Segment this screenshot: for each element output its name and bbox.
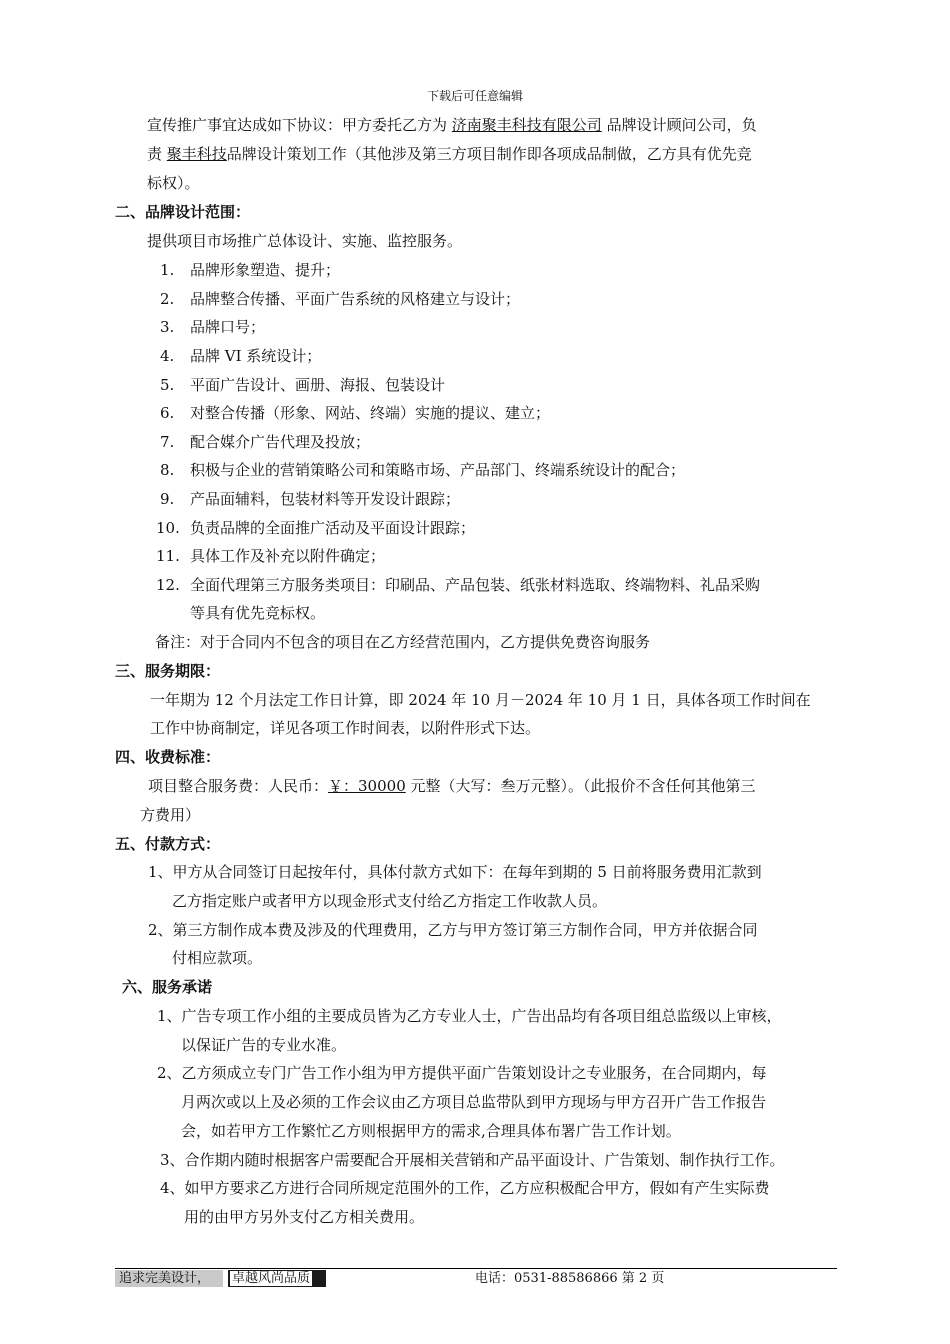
intro-line-1 <box>147 115 757 135</box>
brand-name: 聚丰科技 <box>166 145 227 163</box>
commitment-1-line-1: 1、广告专项工作小组的主要成员皆为乙方专业人士，广告出品均有各项目组总监级以上审核， <box>157 1007 782 1025</box>
scope-item <box>156 518 475 538</box>
footer-slogan-2 <box>228 1270 326 1287</box>
scope-item <box>160 403 550 423</box>
scope-item-text: 对整合传播（形象、网站、终端）实施的提议、建立； <box>190 404 551 422</box>
scope-item-number: 1. <box>160 261 175 279</box>
section-title-fee: 四、收费标准： <box>115 748 221 766</box>
scope-item-number: 2. <box>160 290 175 308</box>
scope-item-number: 3. <box>160 318 175 336</box>
scope-item-text: 品牌形象塑造、提升； <box>190 261 341 279</box>
intro-text: 责 <box>147 145 167 163</box>
scope-item-text: 积极与企业的营销策略公司和策略市场、产品部门、终端系统设计的配合； <box>190 461 686 479</box>
scope-item-text: 全面代理第三方服务类项目：印刷品、产品包装、纸张材料选取、终端物料、礼品采购 <box>190 576 761 594</box>
intro-text: 品牌设计策划工作（其他涉及第三方项目制作即各项成品制做，乙方具有优先竞 <box>226 145 752 163</box>
commitment-2-line-2: 月两次或以上及必须的工作会议由乙方项目总监带队到甲方现场与甲方召开广告工作报告 <box>181 1093 767 1111</box>
scope-item-number: 6. <box>160 404 175 422</box>
term-line-2: 工作中协商制定，详见各项工作时间表，以附件形式下达。 <box>150 719 541 737</box>
header-note: 下载后可任意编辑 <box>426 89 523 103</box>
section-title-commitment: 六、服务承诺 <box>122 978 213 996</box>
company-name: 济南聚丰科技有限公司 <box>451 116 602 134</box>
intro-text: 宣传推广事宜达成如下协议：甲方委托乙方为 <box>147 116 452 134</box>
scope-item-text: 品牌 VI 系统设计； <box>190 347 322 365</box>
fee-text: 元整（大写：叁万元整）。（此报价不含任何其他第三 <box>405 777 756 795</box>
scope-item-text: 配合媒介广告代理及投放； <box>190 433 371 451</box>
scope-item <box>160 375 445 395</box>
payment-2-line-1: 2、第三方制作成本费及涉及的代理费用，乙方与甲方签订第三方制作合同，甲方并依据合同 <box>148 921 758 939</box>
scope-lead: 提供项目市场推广总体设计、实施、监控服务。 <box>147 232 463 250</box>
scope-item <box>160 260 340 280</box>
scope-item-12-continued: 等具有优先竞标权。 <box>190 604 326 622</box>
scope-item-number: 12. <box>156 576 180 594</box>
section-title-payment: 五、付款方式： <box>115 835 221 853</box>
commitment-3-line-1: 3、合作期内随时根据客户需要配合开展相关营销和产品平面设计、广告策划、制作执行工作。 <box>160 1151 785 1169</box>
scope-item-number: 8. <box>160 461 175 479</box>
fee-text: 项目整合服务费：人民币： <box>148 777 329 795</box>
scope-item <box>160 432 370 452</box>
scope-item <box>160 346 321 366</box>
footer-rule <box>115 1268 837 1269</box>
scope-item-number: 4. <box>160 347 175 365</box>
commitment-4-line-2: 用的由甲方另外支付乙方相关费用。 <box>184 1208 425 1226</box>
commitment-2-line-3: 会，如若甲方工作繁忙乙方则根据甲方的需求,合理具体布署广告工作计划。 <box>181 1122 681 1140</box>
scope-item-text: 平面广告设计、画册、海报、包装设计 <box>190 376 446 394</box>
footer-contact: 电话：0531-88586866 第 2 页 <box>475 1271 665 1286</box>
payment-1-line-2: 乙方指定账户或者甲方以现金形式支付给乙方指定工作收款人员。 <box>172 892 608 910</box>
scope-item-text: 产品面辅料，包装材料等开发设计跟踪； <box>190 490 461 508</box>
section-title-scope: 二、品牌设计范围： <box>115 203 251 221</box>
fee-line-1 <box>148 776 756 796</box>
scope-item <box>160 317 265 337</box>
scope-item-text: 负责品牌的全面推广活动及平面设计跟踪； <box>190 519 476 537</box>
section-title-term: 三、服务期限： <box>115 662 221 680</box>
intro-line-3: 标权）。 <box>147 174 200 192</box>
commitment-4-line-1: 4、如甲方要求乙方进行合同所规定范围外的工作，乙方应积极配合甲方，假如有产生实际费 <box>160 1179 770 1197</box>
intro-text: 品牌设计顾问公司，负 <box>601 116 757 134</box>
scope-item <box>156 546 385 566</box>
scope-item-number: 11. <box>156 547 180 565</box>
scope-item <box>156 575 760 595</box>
term-line-1: 一年期为 12 个月法定工作日计算，即 2024 年 10 月－2024 年 10 月 1 日，具体各项工作时间在 <box>150 691 811 709</box>
scope-item <box>160 460 685 480</box>
fee-amount: ￥：30000 <box>328 777 406 795</box>
scope-item-number: 10. <box>156 519 180 537</box>
scope-item <box>160 489 460 509</box>
scope-item-number: 9. <box>160 490 175 508</box>
commitment-2-line-1: 2、乙方须成立专门广告工作小组为甲方提供平面广告策划设计之专业服务，在合同期内，每 <box>157 1064 767 1082</box>
scope-remark: 备注：对于合同内不包含的项目在乙方经营范围内，乙方提供免费咨询服务 <box>155 633 651 651</box>
intro-line-2 <box>147 144 752 164</box>
scope-item-text: 品牌整合传播、平面广告系统的风格建立与设计； <box>190 290 521 308</box>
fee-line-2: 方费用） <box>140 806 201 824</box>
footer-slogan-2-text: 卓越风尚品质 <box>232 1271 311 1286</box>
footer-slogan-1: 追求完美设计， <box>115 1270 223 1287</box>
scope-item-text: 品牌口号； <box>190 318 266 336</box>
commitment-1-line-2: 以保证广告的专业水准。 <box>181 1036 347 1054</box>
scope-item <box>160 289 520 309</box>
payment-1-line-1: 1、甲方从合同签订日起按年付，具体付款方式如下：在每年到期的 5 日前将服务费用汇款到 <box>148 863 762 881</box>
payment-2-line-2: 付相应款项。 <box>172 949 263 967</box>
scope-item-number: 7. <box>160 433 175 451</box>
scope-item-text: 具体工作及补充以附件确定； <box>190 547 386 565</box>
scope-item-number: 5. <box>160 376 175 394</box>
